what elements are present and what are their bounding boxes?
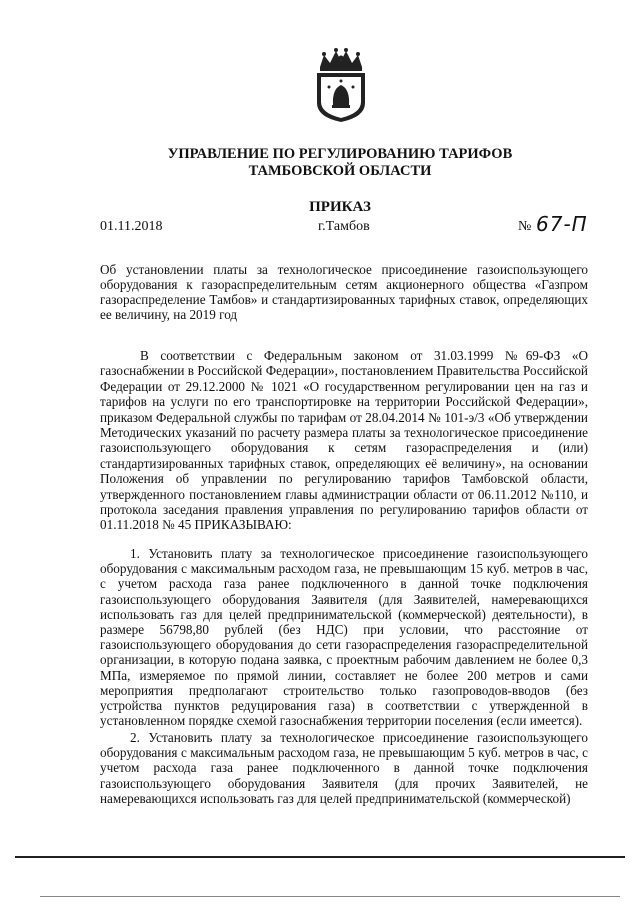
order-subject: Об установлении платы за технологическое присоединение газоиспользующего оборудования к газораспределительным сетям акционерного общества «Газпром газораспределение Тамбов» и стандартизированных тарифных ставок, определяющих ее величину, на 2019 год [100,262,588,322]
order-number-handwritten: 67-П [536,212,588,236]
footer-divider [15,856,625,858]
authority-name-line2: ТАМБОВСКОЙ ОБЛАСТИ [248,163,432,179]
order-point-2: 2. Установить плату за технологическое присоединение газоиспользующего оборудования с максимальным расходом газа, не превышающим 5 куб. метров в час, с учетом расхода газа ранее подключенного в данной точке подключения газоиспользующего оборудования Заявителя (для прочих Заявителей, не намеревающихся использовать газ для целей предпринимательской (коммерческой) [100,730,588,806]
order-point-1: 1. Установить плату за технологическое присоединение газоиспользующего оборудования с максимальным расходом газа, не превышающим 15 куб. метров в час, с учетом расхода газа ранее подключенного в данной точке подключения газоиспользующего оборудования Заявителя (для Заявителей, намеревающихся использовать газ для целей предпринимательской (коммерческой) деятельности), в размере 56798,80 рублей (без НДС) при условии, что расстояние от газоиспользующего оборудования до сети газораспределения газораспределительной организации, в которую подана заявка, с проектным рабочим давлением не более 0,3 МПа, измеряемое по прямой линии, составляет не более 200 метров и сами мероприятия предполагают строительство только газопроводов-вводов (без устройства пунктов редуцирования газа) в соответствии с утвержденной в установленном порядке схемой газоснабжения территории поселения (если имеется). [100,546,588,729]
scan-edge-line [40,896,620,897]
authority-name-line1: УПРАВЛЕНИЕ ПО РЕГУЛИРОВАНИЮ ТАРИФОВ [167,146,513,162]
order-preamble: В соответствии с Федеральным законом от 31.03.1999 №69-ФЗ «О газоснабжении в Российской Федерации», постановлением Правительства Российской Федерации от 29.12.2000 № 1021 «О государственном регулировании цен на газ и тарифов на услуги по его транспортировке на территории Российской Федерации», приказом Федеральной службы по тарифам от 28.04.2014 № 101-э/3 «Об утверждении Методических указаний по расчету размера платы за технологическое присоединение газоиспользующего оборудования к сетям газораспределения и (или) стандартизированных тарифных ставок, определяющих её величину», на основании Положения об управлении по регулированию тарифов Тамбовской области, утвержденного постановлением главы администрации области от 06.11.2012 №110, и протокола заседания правления управления по регулированию тарифов области от 01.11.2018 № 45 ПРИКАЗЫВАЮ: [100,348,588,533]
order-city: г.Тамбов [318,219,370,234]
order-date: 01.11.2018 [100,219,163,234]
order-number-label: № [518,219,532,234]
tambov-coat-of-arms-icon [312,45,370,123]
order-title: ПРИКАЗ [309,199,371,215]
